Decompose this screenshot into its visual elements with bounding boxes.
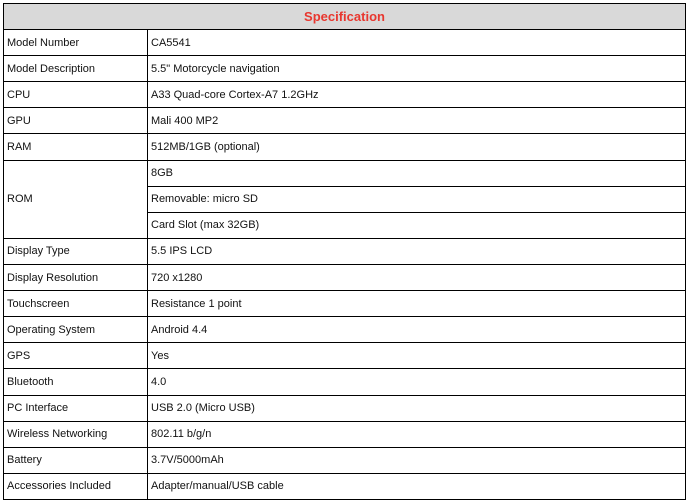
table-row <box>4 447 686 473</box>
row-value: Mali 400 MP2 <box>148 108 686 134</box>
table-row <box>4 421 686 447</box>
table-row <box>4 160 686 186</box>
row-label: Touchscreen <box>4 291 148 317</box>
table-row <box>4 56 686 82</box>
table-row <box>4 473 686 499</box>
row-label: Wireless Networking <box>4 421 148 447</box>
table-row <box>4 108 686 134</box>
row-label: ROM <box>4 160 148 238</box>
row-value: Removable: micro SD <box>148 186 686 212</box>
row-value: 3.7V/5000mAh <box>148 447 686 473</box>
table-header-row <box>4 4 686 30</box>
row-label: Battery <box>4 447 148 473</box>
row-value: 4.0 <box>148 369 686 395</box>
table-row <box>4 395 686 421</box>
row-label: GPS <box>4 343 148 369</box>
table-row <box>4 238 686 264</box>
row-value: 720 x1280 <box>148 264 686 290</box>
row-value: Resistance 1 point <box>148 291 686 317</box>
table-title: Specification <box>4 4 686 30</box>
row-label: Operating System <box>4 317 148 343</box>
row-label: Display Type <box>4 238 148 264</box>
table-row <box>4 317 686 343</box>
table-row <box>4 82 686 108</box>
row-value: Yes <box>148 343 686 369</box>
table-row <box>4 369 686 395</box>
row-value: 8GB <box>148 160 686 186</box>
row-label: PC Interface <box>4 395 148 421</box>
row-label: Model Description <box>4 56 148 82</box>
row-value: 5.5 IPS LCD <box>148 238 686 264</box>
row-value: CA5541 <box>148 30 686 56</box>
table-row <box>4 291 686 317</box>
row-value: Adapter/manual/USB cable <box>148 473 686 499</box>
row-value: USB 2.0 (Micro USB) <box>148 395 686 421</box>
row-label: CPU <box>4 82 148 108</box>
row-value: 802.11 b/g/n <box>148 421 686 447</box>
row-label: Accessories Included <box>4 473 148 499</box>
row-value: 5.5" Motorcycle navigation <box>148 56 686 82</box>
row-label: Model Number <box>4 30 148 56</box>
row-value: Card Slot (max 32GB) <box>148 212 686 238</box>
row-label: GPU <box>4 108 148 134</box>
table-row <box>4 30 686 56</box>
table-row <box>4 264 686 290</box>
row-value: 512MB/1GB (optional) <box>148 134 686 160</box>
table-row <box>4 134 686 160</box>
row-label: Display Resolution <box>4 264 148 290</box>
row-label: Bluetooth <box>4 369 148 395</box>
row-value: Android 4.4 <box>148 317 686 343</box>
row-value: A33 Quad-core Cortex-A7 1.2GHz <box>148 82 686 108</box>
specification-table <box>3 3 686 500</box>
row-label: RAM <box>4 134 148 160</box>
table-row <box>4 343 686 369</box>
